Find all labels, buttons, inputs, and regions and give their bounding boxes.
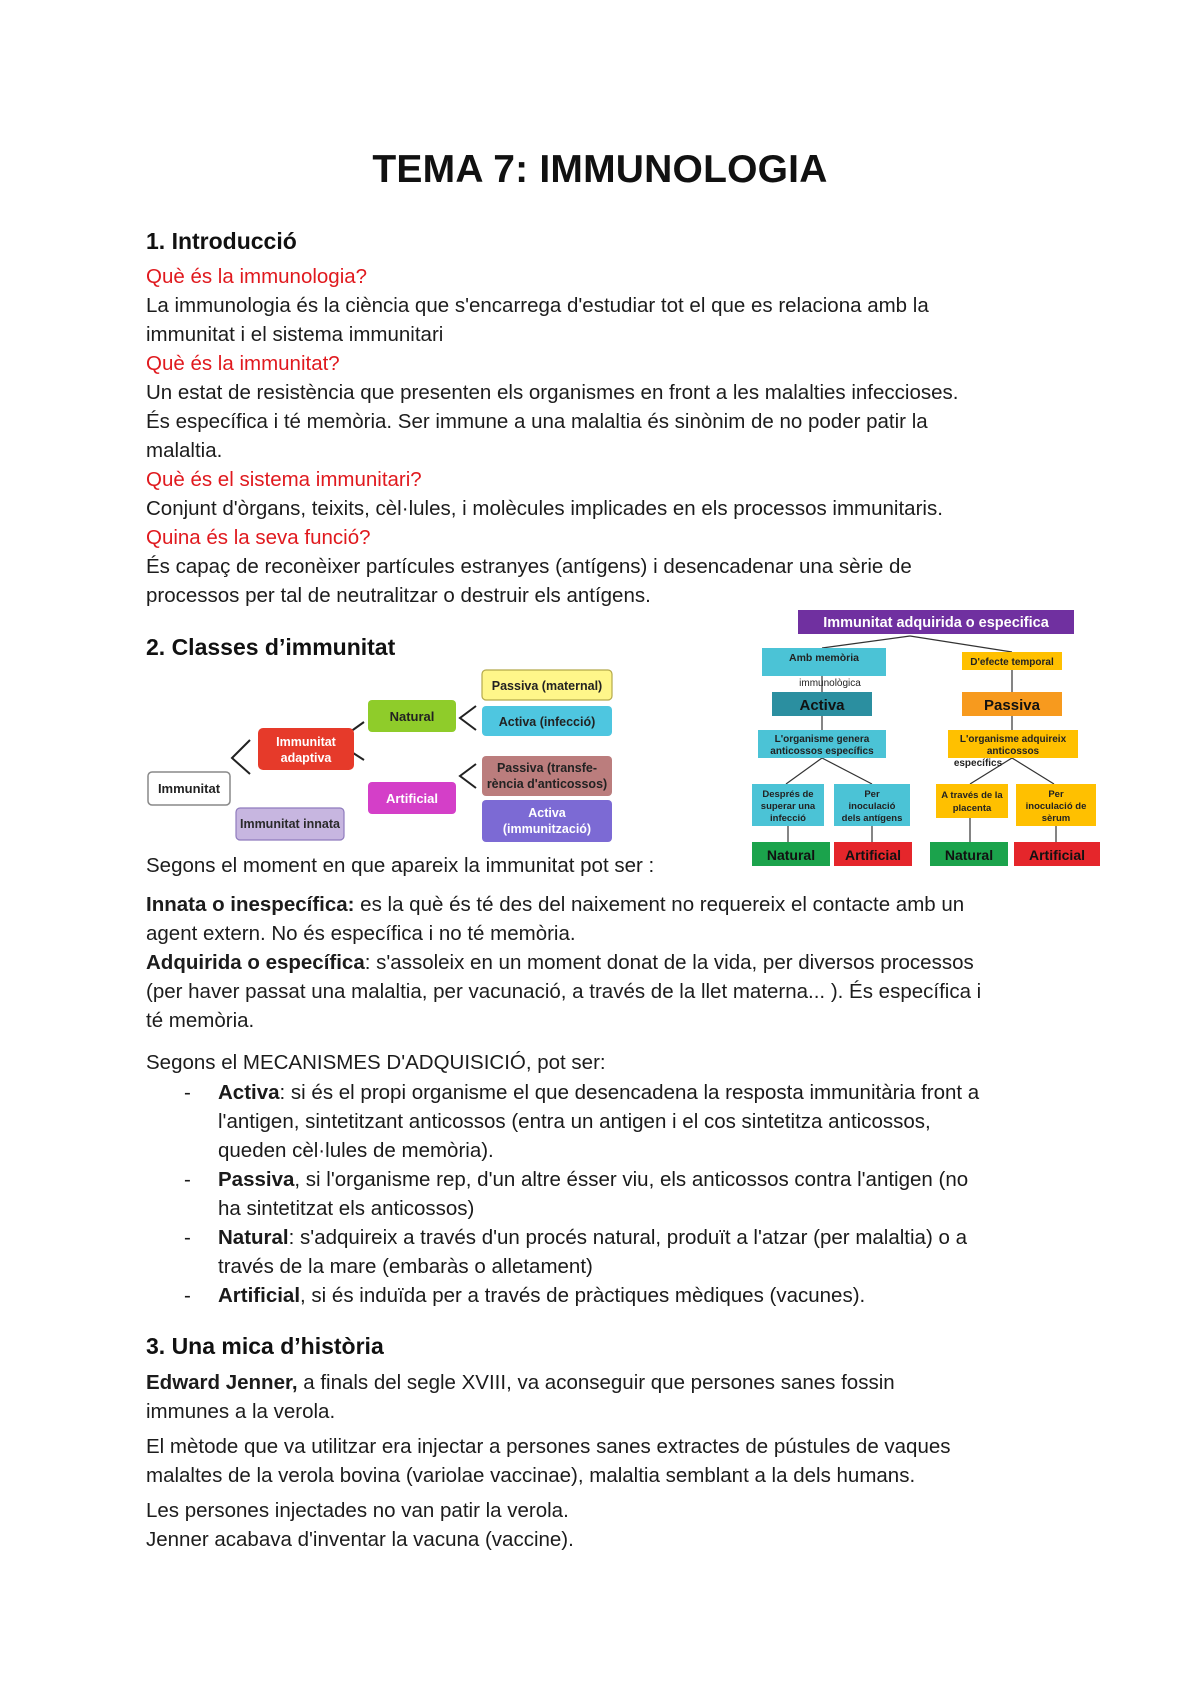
answer-3-line-1: Conjunt d'òrgans, teixits, cèl·lules, i molècules implicades en els processos immunitaris.: [146, 497, 943, 520]
box-efecte-temporal: [962, 652, 1062, 670]
svg-text:inoculació: inoculació: [848, 801, 896, 812]
svg-text:Immunitat: Immunitat: [276, 735, 336, 749]
answer-2-line-3: malaltia.: [146, 439, 223, 462]
box-amb-memoria: [762, 648, 886, 676]
label-immunologica: immunològica: [799, 678, 861, 689]
box-inoculacio-antigens: [834, 784, 910, 826]
natural-line-2: través de la mare (embaràs o alletament): [218, 1255, 593, 1278]
box-activa-immunitzacio: [482, 800, 612, 842]
intro-block: [146, 262, 1086, 610]
question-1: Què és la immunologia?: [146, 265, 368, 288]
page-title: TEMA 7: IMMUNOLOGIA: [372, 148, 828, 191]
question-4: Quina és la seva funció?: [146, 526, 371, 549]
box-organisme-genera: [758, 730, 886, 758]
artificial-line-1: , si és induïda per a través de pràctiques mèdiques (vacunes).: [300, 1284, 866, 1307]
answer-4-line-2: processos per tal de neutralitzar o destruir els antígens.: [146, 584, 651, 607]
svg-text:D'efecte temporal: D'efecte temporal: [970, 657, 1054, 668]
svg-text:sèrum: sèrum: [1041, 813, 1071, 824]
natural-line-1: : s'adquireix a través d'un procés natural, produït a l'atzar (per malaltia) o a: [288, 1226, 967, 1249]
svg-text:Artificial: Artificial: [385, 791, 439, 806]
question-3: Què és el sistema immunitari?: [146, 468, 422, 491]
svg-text:Amb memòria: Amb memòria: [788, 652, 860, 664]
moment-intro: [146, 851, 1086, 880]
box-activa-infeccio: [482, 706, 612, 736]
svg-text:Artificial: Artificial: [1028, 847, 1086, 863]
answer-2-line-1: Un estat de resistència que presenten els organismes en front a les malalties infeccioses.: [146, 381, 959, 404]
history-block-3: [146, 1496, 1086, 1554]
svg-text:L'organisme adquireix: L'organisme adquireix: [959, 734, 1067, 745]
metode-line-2: malaltes de la verola bovina (variolae vaccinae), malaltia semblant a la dels humans.: [146, 1464, 916, 1487]
svg-text:dels antígens: dels antígens: [841, 813, 903, 824]
answer-1-line-1: La immunologia és la ciència que s'encarrega d'estudiar tot el que es relaciona amb la: [146, 294, 929, 317]
question-2: Què és la immunitat?: [146, 352, 340, 375]
box-natural: [368, 700, 456, 732]
svg-text:inoculació de: inoculació de: [1025, 801, 1087, 812]
box-despres-infeccio: [752, 784, 824, 826]
svg-text:adaptiva: adaptiva: [280, 751, 332, 765]
box-passiva: [962, 692, 1062, 716]
svg-text:infecció: infecció: [770, 813, 806, 824]
term-artificial: Artificial: [218, 1284, 301, 1307]
history-block-2: [146, 1432, 1086, 1490]
svg-text:Per: Per: [864, 789, 880, 800]
mecanismes-intro: [146, 1048, 1086, 1077]
svg-text:Immunitat adquirida o especifi: Immunitat adquirida o especifica: [823, 615, 1049, 631]
svg-text:Natural: Natural: [766, 847, 816, 863]
adquirida-line-3: té memòria.: [146, 1009, 255, 1032]
acquired-immunity-diagram: [750, 604, 1116, 870]
passiva-line-1: , si l'organisme rep, d'un altre ésser viu, els anticossos contra l'antigen (no: [294, 1168, 969, 1191]
activa-line-1: : si és el propi organisme el que desencadena la resposta immunitària front a: [279, 1081, 980, 1104]
answer-1-line-2: immunitat i el sistema immunitari: [146, 323, 444, 346]
box-immunitat-innata: [236, 808, 344, 840]
svg-text:Passiva (maternal): Passiva (maternal): [491, 679, 603, 693]
box-placenta: [936, 784, 1008, 818]
section-1-heading: 1. Introducció: [146, 228, 297, 254]
svg-text:Activa (infecció): Activa (infecció): [498, 715, 596, 729]
svg-text:Immunitat: Immunitat: [157, 781, 221, 796]
term-natural: Natural: [218, 1226, 289, 1249]
svg-text:rència d'anticossos): rència d'anticossos): [486, 777, 608, 791]
innata-line-1: es la què és té des del naixement no requereix el contacte amb un: [354, 893, 965, 916]
svg-text:superar una: superar una: [760, 801, 816, 812]
box-artificial: [368, 782, 456, 814]
metode-line-1: El mètode que va utilitzar era injectar a persones sanes extractes de pústules de vaques: [146, 1435, 951, 1458]
box-activa: [772, 692, 872, 716]
svg-text:Immunitat innata: Immunitat innata: [239, 817, 341, 831]
innata-line-2: agent extern. No és específica i no té memòria.: [146, 922, 576, 945]
list-item: - Activa: si és el propi organisme el que desencadena la resposta immunitària front a l'antigen, sintetitzant anticossos (entra un antigen i el cos sintetitza anticossos, queden cèl·lules de memòria).: [146, 1078, 1086, 1165]
jenner-line-1: a finals del segle XVIII, va aconseguir que persones sanes fossin: [297, 1371, 895, 1394]
svg-text:Passiva (transfe-: Passiva (transfe-: [496, 761, 598, 775]
term-adquirida: Adquirida o específica: [146, 951, 365, 974]
mechanisms-list: [146, 1078, 1086, 1310]
box-passiva-maternal: [482, 670, 612, 700]
jenner-line-2: immunes a la verola.: [146, 1400, 336, 1423]
svg-text:Per: Per: [1048, 789, 1064, 800]
svg-text:Després de: Després de: [762, 789, 814, 800]
activa-line-3: queden cèl·lules de memòria).: [218, 1139, 494, 1162]
svg-text:Artificial: Artificial: [844, 847, 902, 863]
types-block: [146, 890, 1086, 1035]
adquirida-line-2: (per haver passat una malaltia, per vacunació, a través de la llet materna... ). És específica i: [146, 980, 982, 1003]
box-passiva-transferencia: [482, 756, 612, 796]
list-item: - Artificial, si és induïda per a través de pràctiques mèdiques (vacunes).: [184, 1284, 866, 1307]
history-block-1: [146, 1368, 1086, 1426]
svg-text:Passiva: Passiva: [984, 697, 1040, 714]
moment-intro-text: Segons el moment en que apareix la immunitat pot ser :: [146, 854, 655, 877]
box-inoculacio-serum: [1016, 784, 1096, 826]
adquirida-line-1: : s'assoleix en un moment donat de la vida, per diversos processos: [364, 951, 974, 974]
section-2-heading: 2. Classes d’immunitat: [146, 634, 396, 660]
box-immunitat: [148, 772, 230, 805]
svg-text:anticossos específics: anticossos específics: [770, 746, 874, 757]
list-item: - Passiva, si l'organisme rep, d'un altre ésser viu, els anticossos contra l'antigen (no ha sintetitzat els anticossos): [146, 1165, 1086, 1223]
term-passiva: Passiva: [218, 1168, 295, 1191]
term-jenner: Edward Jenner,: [146, 1371, 298, 1394]
label-especifics: específics: [953, 758, 1003, 769]
svg-text:A través de la: A través de la: [941, 790, 1003, 801]
svg-text:Activa: Activa: [799, 697, 845, 714]
answer-2-line-2: És específica i té memòria. Ser immune a una malaltia és sinònim de no poder patir la: [146, 410, 928, 433]
activa-line-2: l'antigen, sintetitzant anticossos (entra un antigen i el cos sintetitza anticossos,: [218, 1110, 931, 1133]
immunity-classes-diagram: [146, 666, 616, 846]
section-3-heading: 3. Una mica d’història: [146, 1333, 384, 1359]
box-immunitat-adaptiva: [258, 728, 354, 770]
box-immunitat-adquirida: [798, 610, 1074, 634]
term-activa: Activa: [218, 1081, 280, 1104]
box-organisme-adquireix: [948, 730, 1078, 758]
mecanismes-intro-text: Segons el MECANISMES D'ADQUISICIÓ, pot ser:: [146, 1051, 606, 1074]
svg-text:Natural: Natural: [389, 709, 435, 724]
answer-4-line-1: És capaç de reconèixer partícules estranyes (antígens) i desencadenar una sèrie de: [146, 555, 912, 578]
svg-text:(immunització): (immunització): [502, 822, 592, 836]
list-item: - Natural: s'adquireix a través d'un procés natural, produït a l'atzar (per malaltia) o a través de la mare (embaràs o alletament): [146, 1223, 1086, 1281]
svg-text:Natural: Natural: [944, 847, 994, 863]
svg-text:placenta: placenta: [952, 803, 992, 814]
term-innata: Innata o inespecífica:: [146, 893, 355, 916]
passiva-line-2: ha sintetitzat els anticossos): [218, 1197, 475, 1220]
final-line-1: Les persones injectades no van patir la verola.: [146, 1499, 569, 1522]
svg-text:L'organisme genera: L'organisme genera: [774, 734, 870, 745]
svg-text:anticossos: anticossos: [986, 746, 1040, 757]
final-line-2: Jenner acabava d'inventar la vacuna (vaccine).: [146, 1528, 574, 1551]
svg-text:Activa: Activa: [528, 806, 566, 820]
